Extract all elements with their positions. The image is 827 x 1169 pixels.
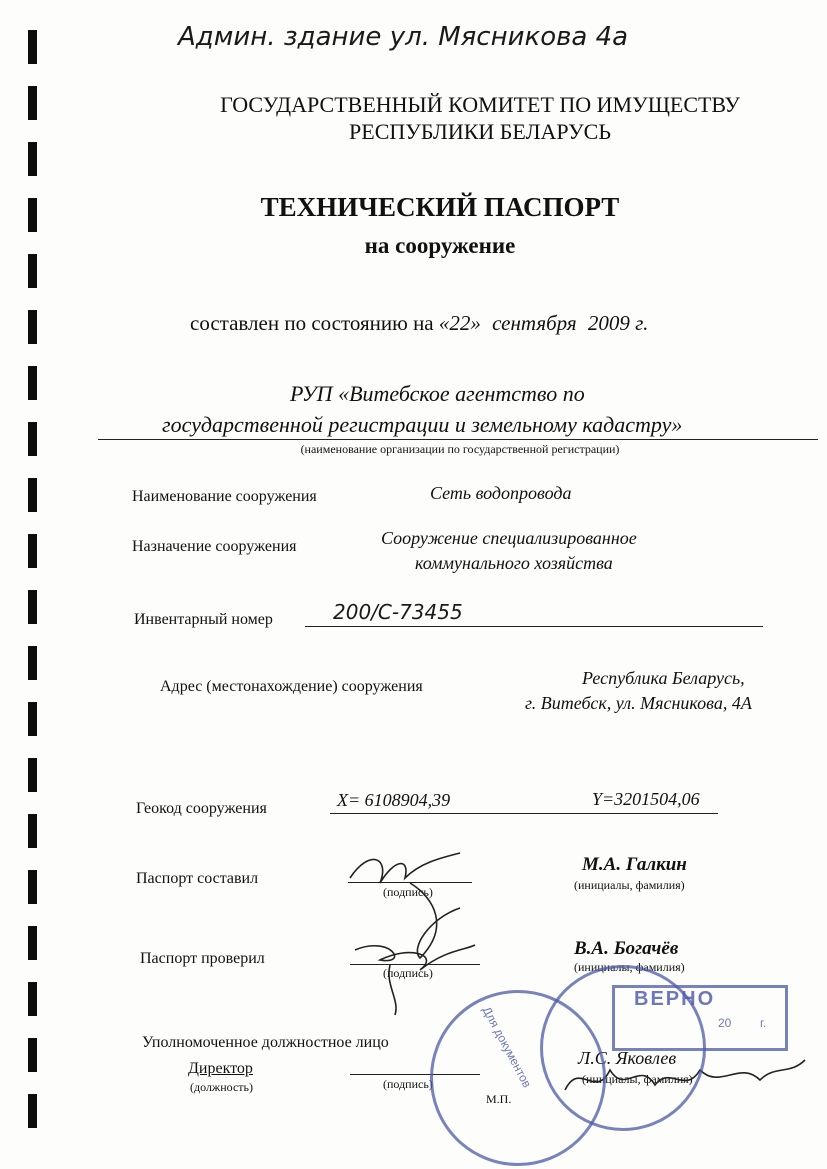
checked-signature xyxy=(350,930,480,1020)
geocode-y: Y=3201504,06 xyxy=(592,789,700,809)
verno-stamp-g: г. xyxy=(760,1016,767,1030)
position-caption: (должность) xyxy=(190,1080,253,1094)
geocode-label: Геокод сооружения xyxy=(136,800,267,817)
state-date xyxy=(190,311,648,336)
state-date-day: «22» xyxy=(438,311,481,335)
mp-label: М.П. xyxy=(486,1092,512,1106)
address-value-line1: Республика Беларусь, xyxy=(582,668,745,688)
checked-initials-caption: (инициалы, фамилия) xyxy=(574,960,685,974)
organization-underline xyxy=(98,439,818,440)
name-value: Сеть водопровода xyxy=(430,483,572,503)
verno-stamp-year: 20 xyxy=(718,1016,732,1030)
checked-label: Паспорт проверил xyxy=(140,950,265,967)
compiled-name: М.А. Галкин xyxy=(582,854,687,875)
authorized-initials-caption: (инициалы, фамилия) xyxy=(582,1072,693,1086)
compiled-label: Паспорт составил xyxy=(136,870,259,887)
organization-line2: государственной регистрации и земельному кадастру» xyxy=(162,412,683,437)
state-date-year: 2009 г. xyxy=(587,311,649,335)
geocode-underline xyxy=(330,813,718,814)
state-date-month: сентября xyxy=(492,311,577,335)
checked-signature-caption: (подпись) xyxy=(383,966,433,980)
organization-line1: РУП «Витебское агентство по xyxy=(290,381,585,406)
handwritten-note: Админ. здание ул. Мясникова 4а xyxy=(178,22,629,52)
authorized-signature-caption: (подпись) xyxy=(383,1077,433,1091)
inventory-underline xyxy=(305,626,763,627)
position-value: Директор xyxy=(188,1060,253,1077)
geocode-x: X= 6108904,39 xyxy=(337,790,451,810)
address-label: Адрес (местонахождение) сооружения xyxy=(160,678,423,695)
checked-name: В.А. Богачёв xyxy=(574,938,679,959)
spiral-binding xyxy=(28,30,42,1150)
state-date-prefix: составлен по состоянию на xyxy=(190,311,434,335)
document-title: ТЕХНИЧЕСКИЙ ПАСПОРТ xyxy=(260,192,620,222)
inventory-value: 200/С-73455 xyxy=(333,600,463,624)
compiled-signature-caption: (подпись) xyxy=(383,885,433,899)
purpose-label: Назначение сооружения xyxy=(132,538,297,555)
verno-stamp-label: ВЕРНО xyxy=(634,988,716,1010)
organization-caption: (наименование организации по государственной регистрации) xyxy=(300,442,620,456)
document-subtitle: на сооружение xyxy=(364,233,516,258)
name-label: Наименование сооружения xyxy=(132,488,317,505)
authorized-label: Уполномоченное должностное лицо xyxy=(142,1034,389,1051)
committee-line1: ГОСУДАРСТВЕННЫЙ КОМИТЕТ ПО ИМУЩЕСТВУ xyxy=(220,92,740,117)
inventory-label: Инвентарный номер xyxy=(134,611,273,628)
compiled-initials-caption: (инициалы, фамилия) xyxy=(574,878,685,892)
purpose-value-line1: Сооружение специализированное xyxy=(381,528,637,548)
authorized-name: Л.С. Яковлев xyxy=(578,1048,677,1068)
round-stamp-text: Для документов xyxy=(479,1004,535,1090)
purpose-value-line2: коммунального хозяйства xyxy=(415,553,613,573)
committee-line2: РЕСПУБЛИКИ БЕЛАРУСЬ xyxy=(349,119,611,144)
address-value-line2: г. Витебск, ул. Мясникова, 4А xyxy=(525,693,752,713)
